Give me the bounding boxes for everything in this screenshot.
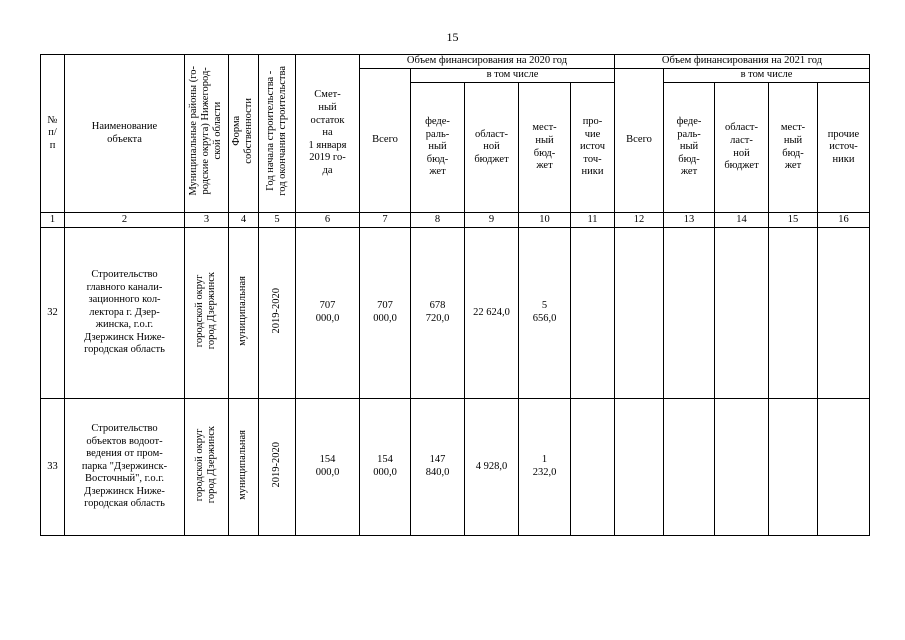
row-empty-cell bbox=[615, 399, 664, 536]
row-years-text: 2019-2020 bbox=[270, 287, 282, 334]
page-number: 15 bbox=[446, 30, 459, 44]
column-number: 1 bbox=[41, 213, 65, 228]
financing-table bbox=[40, 54, 870, 536]
row-empty-cell bbox=[571, 228, 615, 399]
header-fin2020: Объем финансирования на 2020 год bbox=[360, 55, 615, 69]
header-years-text: Год начала строительства - год окончания строительства bbox=[264, 66, 288, 197]
column-number: 13 bbox=[664, 213, 715, 228]
header-including-2021: в том числе bbox=[664, 69, 870, 83]
row-empty-cell bbox=[615, 228, 664, 399]
header-municipality bbox=[185, 55, 229, 213]
header-local-2021: мест- ный бюд- жет bbox=[769, 83, 818, 213]
column-number: 6 bbox=[296, 213, 360, 228]
row-local: 5 656,0 bbox=[519, 228, 571, 399]
column-number: 4 bbox=[229, 213, 259, 228]
row-num: 32 bbox=[41, 228, 65, 399]
column-number: 7 bbox=[360, 213, 411, 228]
header-years bbox=[259, 55, 296, 213]
row-empty-cell bbox=[769, 399, 818, 536]
header-other-2020: про- чие источ точ- ники bbox=[571, 83, 615, 213]
column-number: 11 bbox=[571, 213, 615, 228]
column-number: 3 bbox=[185, 213, 229, 228]
row-num: 33 bbox=[41, 399, 65, 536]
header-fin2021: Объем финансирования на 2021 год bbox=[615, 55, 870, 69]
header-federal-2021: феде- раль- ный бюд- жет bbox=[664, 83, 715, 213]
column-number: 2 bbox=[65, 213, 185, 228]
column-number: 16 bbox=[818, 213, 870, 228]
column-number: 14 bbox=[715, 213, 769, 228]
row-empty-cell bbox=[664, 228, 715, 399]
column-number: 9 bbox=[465, 213, 519, 228]
row-name: Строительство объектов водоот- ведения от пром- парка "Дзержинск- Восточный", г.о.г. Дзержинск Ниже- городская область bbox=[65, 399, 185, 536]
header-total-2020: Всего bbox=[360, 69, 411, 213]
row-municipality bbox=[185, 399, 229, 536]
header-federal-2020: феде- раль- ный бюд- жет bbox=[411, 83, 465, 213]
row-regional: 4 928,0 bbox=[465, 399, 519, 536]
row-empty-cell bbox=[769, 228, 818, 399]
column-number: 5 bbox=[259, 213, 296, 228]
header-name: Наименование объекта bbox=[65, 55, 185, 213]
row-estimate: 154 000,0 bbox=[296, 399, 360, 536]
row-ownership-text: муниципальная bbox=[237, 275, 249, 346]
row-local: 1 232,0 bbox=[519, 399, 571, 536]
row-years bbox=[259, 228, 296, 399]
row-empty-cell bbox=[818, 399, 870, 536]
row-years-text: 2019-2020 bbox=[270, 441, 282, 488]
header-ownership bbox=[229, 55, 259, 213]
row-empty-cell bbox=[818, 228, 870, 399]
row-municipality bbox=[185, 228, 229, 399]
row-total: 154 000,0 bbox=[360, 399, 411, 536]
column-numbers-row bbox=[41, 213, 870, 228]
column-number: 12 bbox=[615, 213, 664, 228]
row-name: Строительство главного канали- зационного кол- лектора г. Дзер- жинска, г.о.г. Дзержинск Ниже- городская область bbox=[65, 228, 185, 399]
row-years bbox=[259, 399, 296, 536]
column-number: 8 bbox=[411, 213, 465, 228]
row-federal: 147 840,0 bbox=[411, 399, 465, 536]
column-number: 15 bbox=[769, 213, 818, 228]
header-estimate: Смет- ный остаток на 1 января 2019 го- да bbox=[296, 55, 360, 213]
table-row bbox=[41, 228, 870, 399]
header-regional-2021: област- ласт- ной бюджет bbox=[715, 83, 769, 213]
header-ownership-text: Форма собственности bbox=[231, 98, 255, 165]
row-municipality-text: городской округ город Дзержинск bbox=[194, 272, 218, 350]
row-estimate: 707 000,0 bbox=[296, 228, 360, 399]
row-empty-cell bbox=[664, 399, 715, 536]
header-other-2021: прочие источ- ники bbox=[818, 83, 870, 213]
header-total-2021: Всего bbox=[615, 69, 664, 213]
table-row bbox=[41, 399, 870, 536]
row-empty-cell bbox=[715, 399, 769, 536]
header-municipality-text: Муниципальные районы (го- родские округа) Нижегород- ской области bbox=[188, 66, 224, 196]
header-including-2020: в том числе bbox=[411, 69, 615, 83]
row-ownership bbox=[229, 399, 259, 536]
column-number: 10 bbox=[519, 213, 571, 228]
row-empty-cell bbox=[571, 399, 615, 536]
row-regional: 22 624,0 bbox=[465, 228, 519, 399]
header-num: № п/ п bbox=[41, 55, 65, 213]
row-total: 707 000,0 bbox=[360, 228, 411, 399]
row-federal: 678 720,0 bbox=[411, 228, 465, 399]
row-municipality-text: городской округ город Дзержинск bbox=[194, 426, 218, 504]
header-local-2020: мест- ный бюд- жет bbox=[519, 83, 571, 213]
row-ownership bbox=[229, 228, 259, 399]
row-ownership-text: муниципальная bbox=[237, 429, 249, 500]
header-regional-2020: област- ной бюджет bbox=[465, 83, 519, 213]
row-empty-cell bbox=[715, 228, 769, 399]
